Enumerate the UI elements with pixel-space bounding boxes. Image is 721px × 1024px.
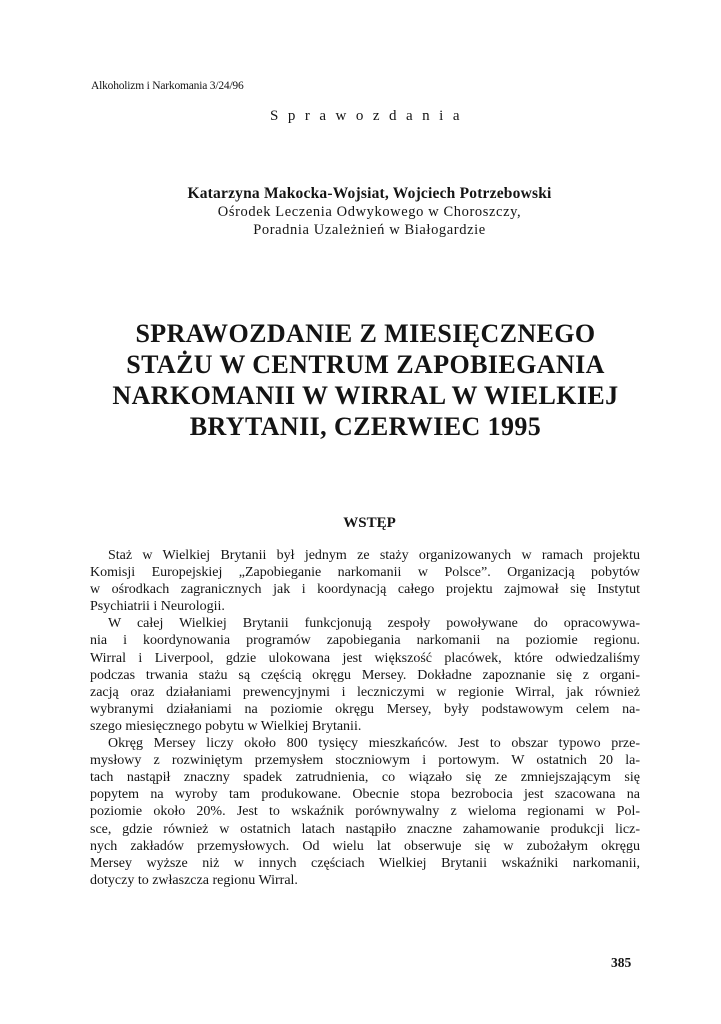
body-line: sce, gdzie również w ostatnich latach nastąpiło znaczne zahamowanie produkcji licz- bbox=[90, 821, 640, 837]
body-line: zacją oraz działaniami prewencyjnymi i leczniczymi w regionie Wirral, jak również bbox=[90, 684, 640, 700]
body-line: Komisji Europejskiej „Zapobieganie narkomanii w Polsce”. Organizacją pobytów bbox=[90, 565, 640, 581]
body-line: szego miesięcznego pobytu w Wielkiej Brytanii. bbox=[90, 718, 362, 734]
body-line: mysłowy z rozwiniętym przemysłem stoczniowym i portowym. W ostatnich 20 la- bbox=[90, 753, 640, 769]
author-names: Katarzyna Makocka-Wojsiat, Wojciech Potrzebowski bbox=[187, 185, 552, 202]
journal-citation: Alkoholizm i Narkomania 3/24/96 bbox=[91, 80, 244, 92]
section-heading: WSTĘP bbox=[343, 515, 396, 531]
body-line: w ośrodkach zagranicznych jak i koordynacją całego projektu zajmował się Instytut bbox=[90, 582, 640, 598]
body-line: wybranymi działaniami na poziomie okręgu Mersey, były podstawowym celem na- bbox=[90, 701, 640, 717]
title-line: STAŻU W CENTRUM ZAPOBIEGANIA bbox=[126, 350, 605, 379]
article-title bbox=[0, 318, 721, 442]
title-line: BRYTANII, CZERWIEC 1995 bbox=[189, 412, 542, 441]
body-line: popytem na wyroby tam produkowane. Obecnie stopa bezrobocia jest szacowana na bbox=[90, 787, 640, 803]
body-line: Okręg Mersey liczy około 800 tysięcy mieszkańców. Jest to obszar typowo prze- bbox=[108, 736, 640, 752]
section-label: Sprawozdania bbox=[270, 108, 469, 124]
affiliation-line-2: Poradnia Uzależnień w Białogardzie bbox=[253, 222, 486, 238]
body-line: nia i koordynowania programów zapobiegania narkomanii na poziomie regionu. bbox=[90, 633, 640, 649]
body-line: Mersey wyższe niż w innych częściach Wielkiej Brytanii wskaźniki narkomanii, bbox=[90, 855, 640, 871]
body-line: Psychiatrii i Neurologii. bbox=[90, 599, 225, 615]
body-line: dotyczy to zwłaszcza regionu Wirral. bbox=[90, 872, 298, 888]
author-block bbox=[0, 185, 721, 239]
affiliation-line-1: Ośrodek Leczenia Odwykowego w Choroszczy, bbox=[217, 204, 522, 220]
body-line: poziomie około 20%. Jest to wskaźnik porównywalny z wieloma regionami w Pol- bbox=[90, 804, 640, 820]
body-line: nych zakładów przemysłowych. Od wielu lat obserwuje się w zubożałym okręgu bbox=[90, 838, 640, 854]
body-text bbox=[90, 547, 640, 889]
title-line: NARKOMANII W WIRRAL W WIELKIEJ bbox=[112, 381, 619, 410]
body-line: Wirral i Liverpool, gdzie ulokowana jest większość placówek, które odwiedzaliśmy bbox=[90, 650, 640, 666]
body-line: tach nastąpił znaczny spadek zatrudnienia, co wiązało się ze zmniejszającym się bbox=[90, 770, 640, 786]
body-line: W całej Wielkiej Brytanii funkcjonują zespoły powoływane do opracowywa- bbox=[108, 616, 640, 632]
title-line: SPRAWOZDANIE Z MIESIĘCZNEGO bbox=[135, 319, 596, 348]
body-line: Staż w Wielkiej Brytanii był jednym ze staży organizowanych w ramach projektu bbox=[108, 548, 640, 563]
body-line: podczas trwania stażu są częścią okręgu Mersey. Dokładne zapoznanie się z organi- bbox=[90, 667, 640, 683]
page-number: 385 bbox=[611, 955, 632, 970]
